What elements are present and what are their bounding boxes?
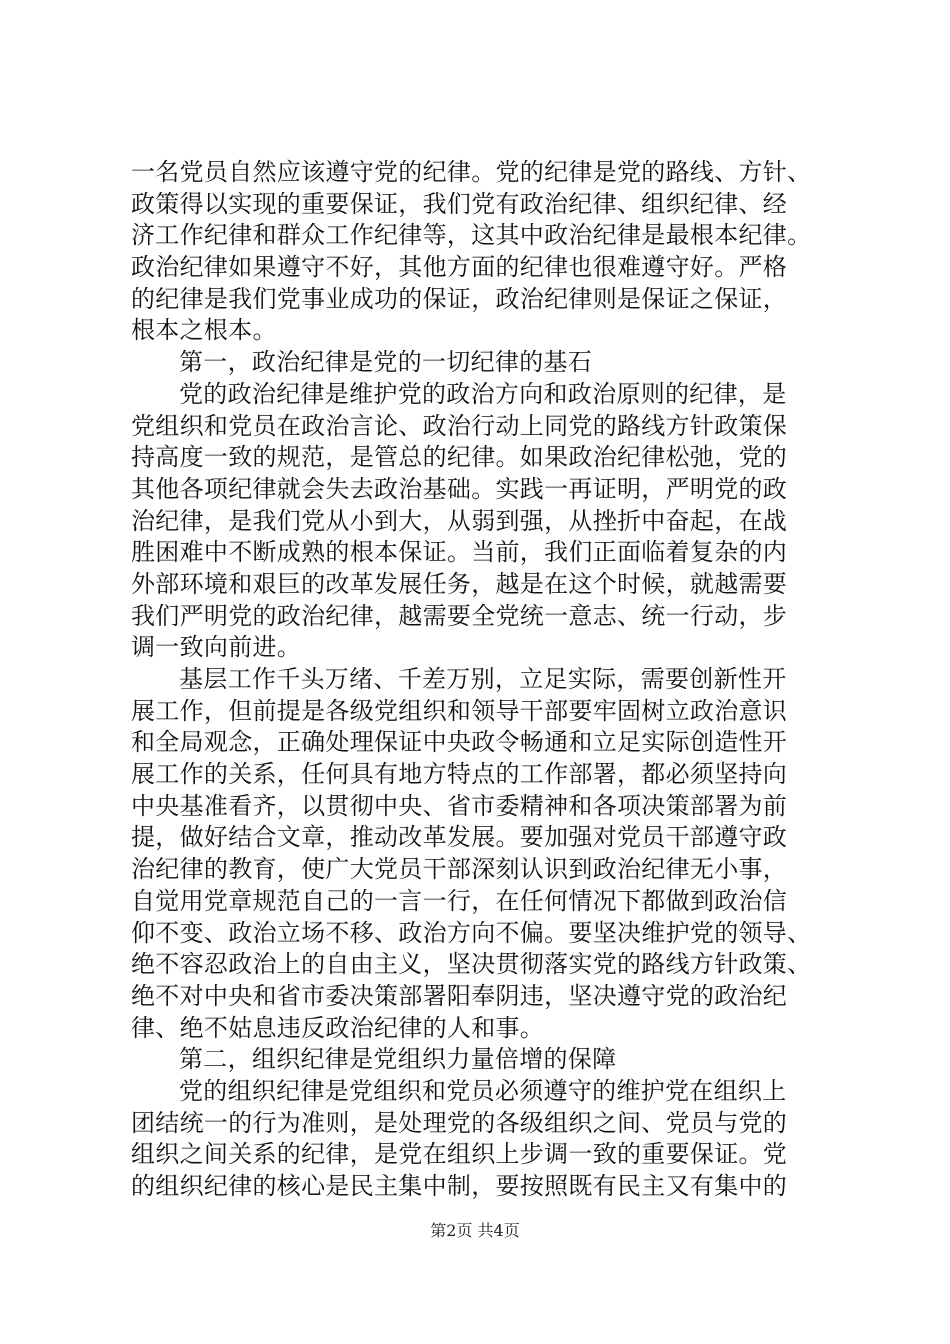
text-line: 党的组织纪律是党组织和党员必须遵守的维护党在组织上 — [179, 1076, 787, 1105]
text-line: 治纪律，是我们党从小到大，从弱到强，从挫折中奋起，在战 — [131, 506, 788, 535]
text-line: 和全局观念，正确处理保证中央政令畅通和立足实际创造性开 — [131, 728, 788, 757]
text-line: 第二，组织纪律是党组织力量倍增的保障 — [179, 1045, 617, 1074]
text-line: 外部环境和艰巨的改革发展任务，越是在这个时候，就越需要 — [131, 569, 788, 598]
text-line: 政治纪律如果遵守不好，其他方面的纪律也很难遵守好。严格 — [131, 253, 788, 282]
text-line: 其他各项纪律就会失去政治基础。实践一再证明，严明党的政 — [131, 474, 788, 503]
body-text — [131, 157, 831, 1203]
text-line: 治纪律的教育，使广大党员干部深刻认识到政治纪律无小事， — [131, 855, 788, 884]
text-line: 基层工作千头万绪、千差万别，立足实际，需要创新性开 — [179, 665, 787, 693]
text-line: 仰不变、政治立场不移、政治方向不偏。要坚决维护党的领导、 — [131, 918, 812, 947]
text-line: 绝不容忍政治上的自由主义，坚决贯彻落实党的路线方针政策、 — [131, 950, 812, 979]
text-line: 调一致向前进。 — [131, 633, 302, 662]
text-line: 党组织和党员在政治言论、政治行动上同党的路线方针政策保 — [131, 411, 788, 440]
text-line: 政策得以实现的重要保证，我们党有政治纪律、组织纪律、经 — [131, 189, 788, 218]
text-line: 党的政治纪律是维护党的政治方向和政治原则的纪律，是 — [179, 379, 787, 408]
page-footer: 第2页 共4页 — [430, 1221, 520, 1240]
text-line: 第一，政治纪律是党的一切纪律的基石 — [179, 348, 593, 377]
text-line: 根本之根本。 — [131, 316, 277, 345]
text-line: 一名党员自然应该遵守党的纪律。党的纪律是党的路线、方针、 — [131, 158, 812, 186]
text-line: 展工作，但前提是各级党组织和领导干部要牢固树立政治意识 — [131, 696, 788, 725]
text-line: 的组织纪律的核心是民主集中制，要按照既有民主又有集中的 — [131, 1172, 788, 1200]
text-line: 胜困难中不断成熟的根本保证。当前，我们正面临着复杂的内 — [131, 538, 788, 567]
text-line: 律、绝不姑息违反政治纪律的人和事。 — [131, 1013, 545, 1042]
text-line: 中央基准看齐，以贯彻中央、省市委精神和各项决策部署为前 — [131, 791, 788, 820]
text-line: 绝不对中央和省市委决策部署阳奉阴违，坚决遵守党的政治纪 — [131, 981, 788, 1010]
text-line: 济工作纪律和群众工作纪律等，这其中政治纪律是最根本纪律。 — [131, 221, 812, 250]
text-line: 我们严明党的政治纪律，越需要全党统一意志、统一行动，步 — [131, 601, 788, 630]
text-line: 提，做好结合文章，推动改革发展。要加强对党员干部遵守政 — [131, 823, 788, 852]
text-line: 自觉用党章规范自己的一言一行，在任何情况下都做到政治信 — [131, 886, 788, 915]
text-line: 组织之间关系的纪律，是党在组织上步调一致的重要保证。党 — [131, 1140, 788, 1169]
text-line: 展工作的关系，任何具有地方特点的工作部署，都必须坚持向 — [131, 760, 788, 789]
text-line: 团结统一的行为准则，是处理党的各级组织之间、党员与党的 — [131, 1108, 788, 1137]
text-line: 的纪律是我们党事业成功的保证，政治纪律则是保证之保证， — [131, 284, 788, 313]
text-line: 持高度一致的规范，是管总的纪律。如果政治纪律松弛，党的 — [131, 443, 788, 472]
